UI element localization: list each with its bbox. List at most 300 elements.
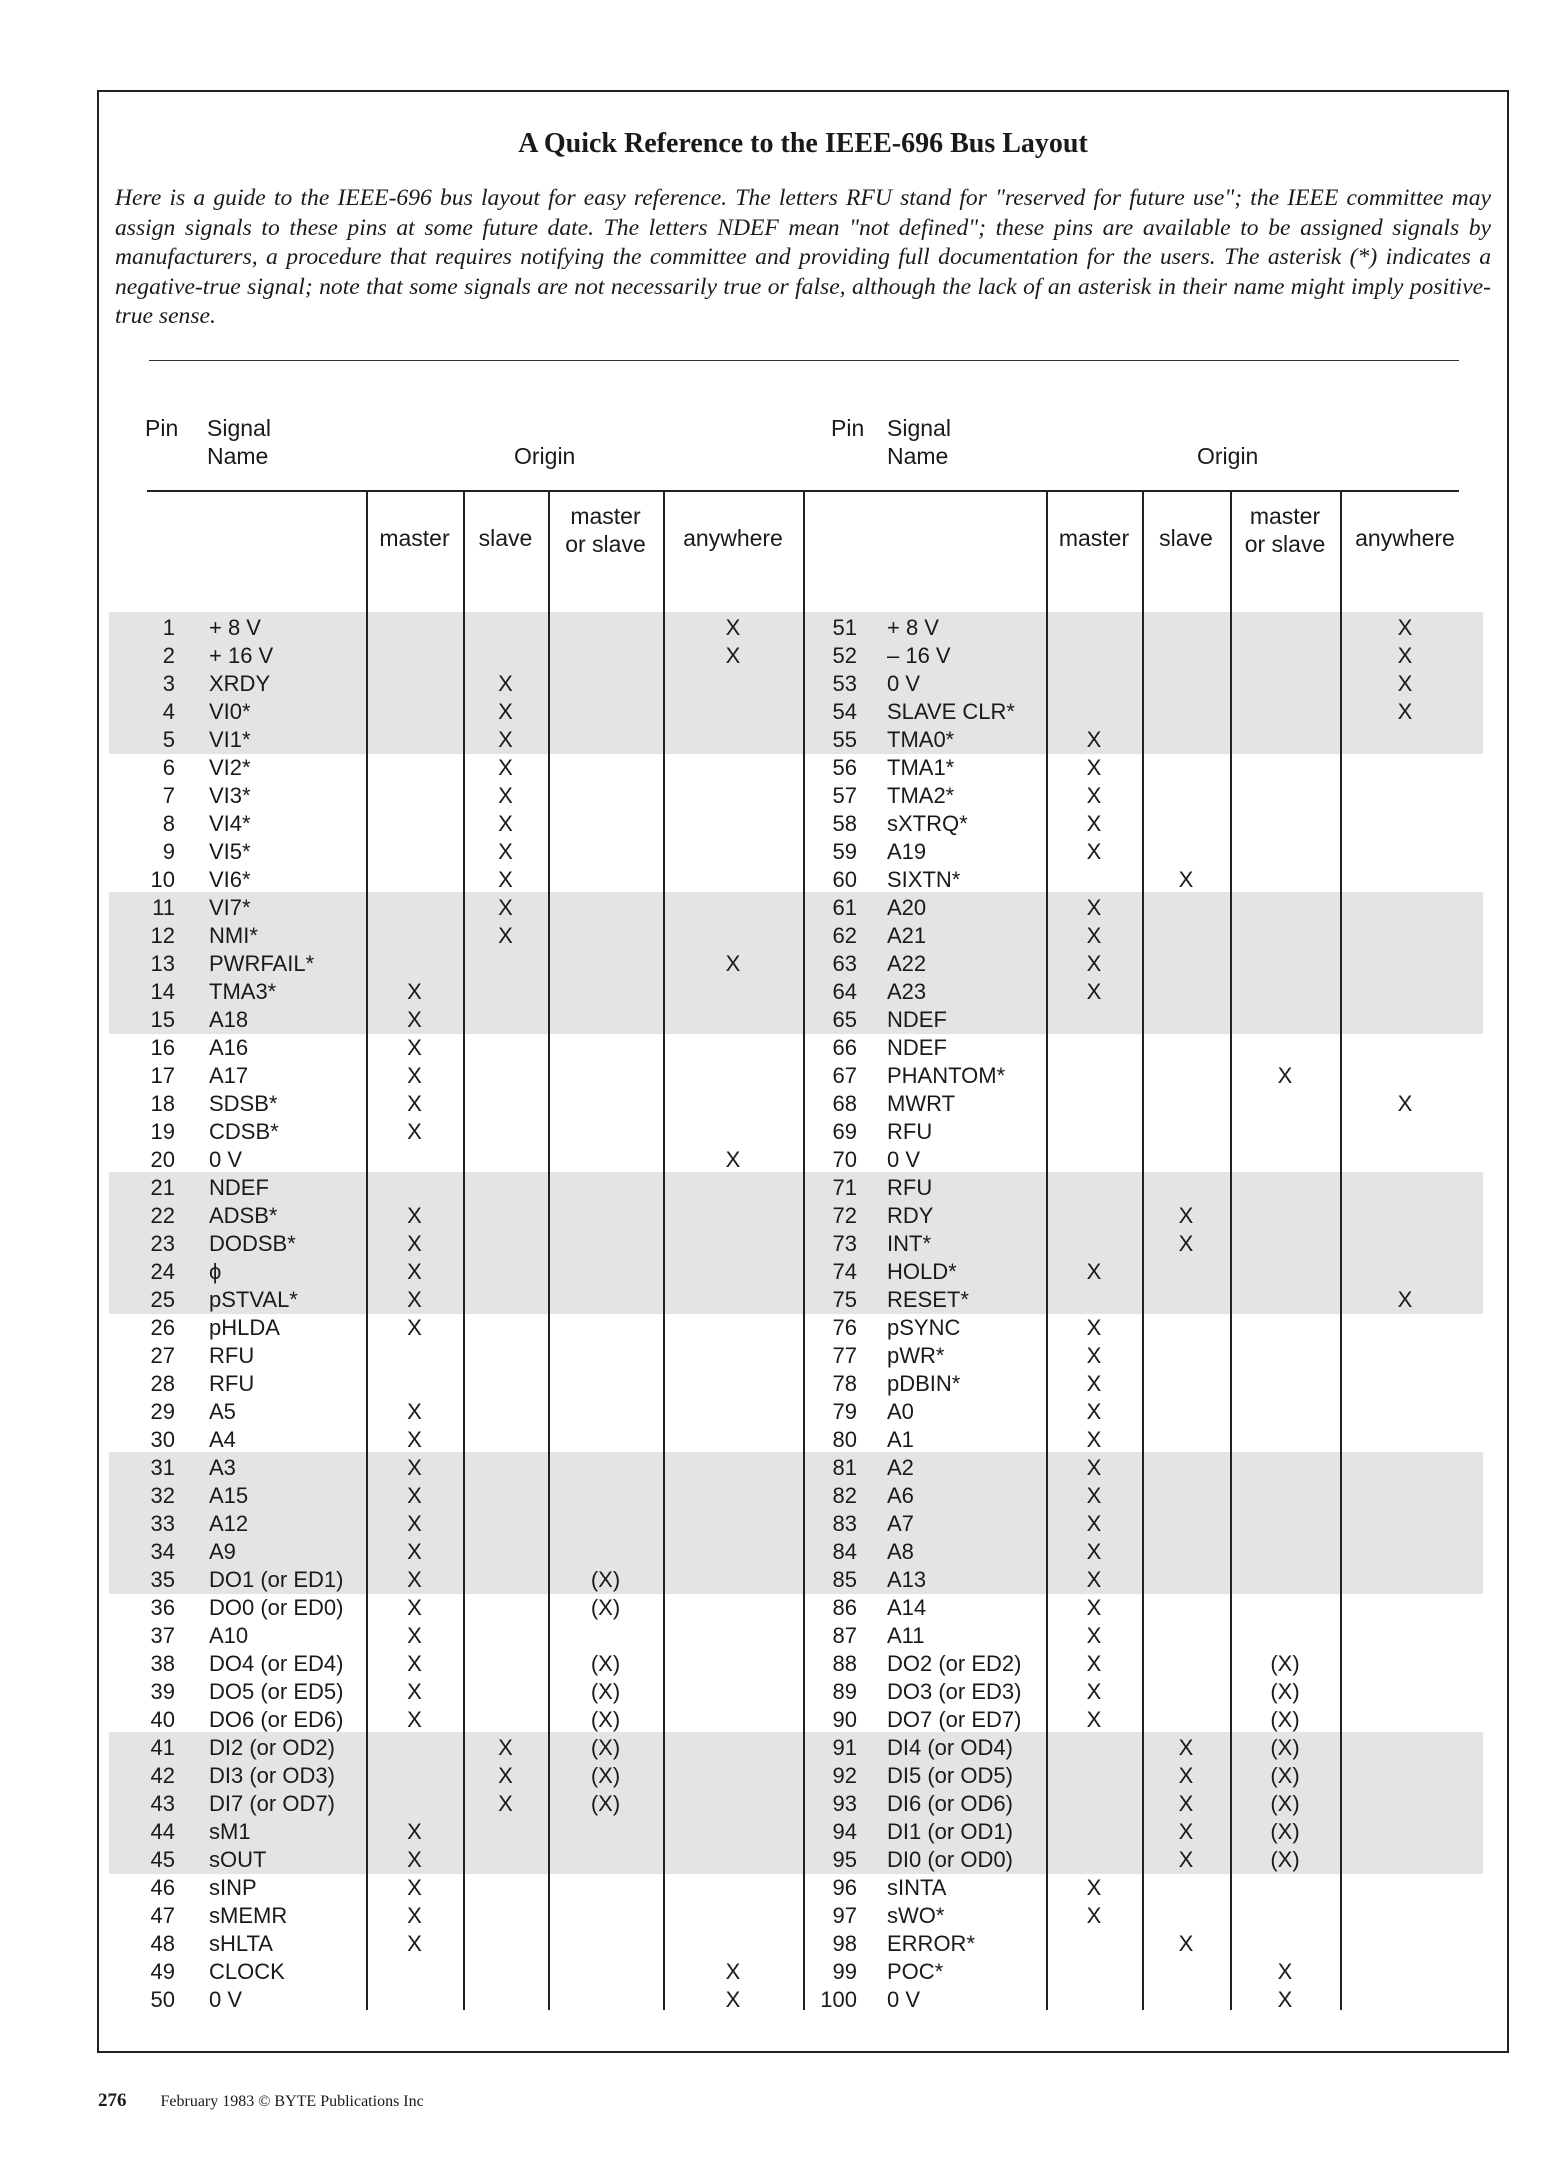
quick-reference-box <box>97 90 1509 2053</box>
pin-number: 16 <box>150 1035 175 1060</box>
origin-mark-slave: X <box>1178 1763 1194 1788</box>
pin-number: 3 <box>162 671 175 696</box>
origin-mark-master: X <box>1086 1651 1102 1676</box>
pin-number: 30 <box>150 1427 175 1452</box>
origin-mark-any: X <box>725 643 741 668</box>
signal-name: SIXTN* <box>887 867 961 892</box>
pin-number: 33 <box>150 1511 175 1536</box>
signal-name: A1 <box>887 1427 914 1452</box>
pin-number: 13 <box>150 951 175 976</box>
signal-name: RESET* <box>887 1287 969 1312</box>
pin-header-right: Pin <box>831 415 865 441</box>
origin-mark-ms: (X) <box>590 1651 621 1676</box>
origin-mark-slave: X <box>498 895 513 920</box>
origin-mark-master: X <box>1086 1399 1102 1424</box>
signal-name: + 8 V <box>209 615 261 640</box>
origin-mark-master: X <box>1086 1595 1102 1620</box>
pin-number: 62 <box>832 923 857 948</box>
signal-name: CDSB* <box>209 1119 279 1144</box>
signal-name: TMA3* <box>209 979 277 1004</box>
pin-number: 42 <box>150 1763 175 1788</box>
signal-name: – 16 V <box>887 643 951 668</box>
origin-mark-master: X <box>407 1119 422 1144</box>
origin-mark-ms: X <box>1277 1063 1293 1088</box>
signal-name: 0 V <box>887 671 921 696</box>
signal-name: NDEF <box>209 1175 269 1200</box>
header-rule-left <box>147 490 817 492</box>
origin-mark-master: X <box>407 1091 422 1116</box>
page-footer <box>98 2090 424 2112</box>
signal-name: PWRFAIL* <box>209 951 315 976</box>
pin-number: 66 <box>832 1035 857 1060</box>
pin-number: 95 <box>832 1847 857 1872</box>
pin-number: 68 <box>832 1091 857 1116</box>
signal-name: pWR* <box>887 1343 945 1368</box>
signal-name: 0 V <box>209 1147 243 1172</box>
pin-number: 1 <box>162 615 175 640</box>
signal-name: CLOCK <box>209 1959 285 1984</box>
origin-header-right: Origin <box>1197 443 1259 469</box>
pin-number: 31 <box>150 1455 175 1480</box>
signal-name: DI2 (or OD2) <box>209 1735 335 1760</box>
signal-name: sXTRQ* <box>887 811 968 836</box>
pin-number: 34 <box>150 1539 175 1564</box>
origin-mark-master: X <box>407 1539 422 1564</box>
signal-name: A22 <box>887 951 927 976</box>
signal-name: RDY <box>887 1203 934 1228</box>
pin-number: 58 <box>832 811 857 836</box>
origin-mark-master: X <box>1086 1455 1102 1480</box>
pin-number: 20 <box>150 1147 175 1172</box>
origin-mark-slave: X <box>498 727 513 752</box>
origin-mark-slave: X <box>1178 867 1194 892</box>
shaded-band <box>109 1172 1483 1314</box>
signal-name: A10 <box>209 1623 249 1648</box>
signal-name: RFU <box>209 1343 255 1368</box>
pin-number: 63 <box>832 951 857 976</box>
origin-mark-master: X <box>1086 895 1102 920</box>
signal-name: A9 <box>209 1539 236 1564</box>
signal-name: DO1 (or ED1) <box>209 1567 344 1592</box>
origin-mark-slave: X <box>1178 1791 1194 1816</box>
origin-mark-master: X <box>1086 811 1102 836</box>
signal-name: VI1* <box>209 727 251 752</box>
pin-number: 11 <box>152 895 175 920</box>
signal-name: XRDY <box>209 671 271 696</box>
signal-name: A13 <box>887 1567 927 1592</box>
origin-mark-ms: (X) <box>1270 1679 1300 1704</box>
pin-number: 92 <box>832 1763 857 1788</box>
signal-name: ADSB* <box>209 1203 278 1228</box>
origin-mark-slave: X <box>1178 1203 1194 1228</box>
origin-mark-master: X <box>1086 1875 1102 1900</box>
signal-name: sMEMR <box>209 1903 288 1928</box>
origin-mark-master: X <box>407 1455 422 1480</box>
signal-name: POC* <box>887 1959 944 1984</box>
signal-header-right: Signal Name <box>887 415 951 469</box>
signal-name: A23 <box>887 979 927 1004</box>
pin-number: 50 <box>150 1987 175 2012</box>
origin-mark-any: X <box>1397 1091 1413 1116</box>
origin-mark-master: X <box>407 1707 422 1732</box>
origin-mark-master: X <box>1086 951 1102 976</box>
origin-mark-master: X <box>1086 727 1102 752</box>
origin-mark-slave: X <box>498 923 513 948</box>
signal-name: SLAVE CLR* <box>887 699 1015 724</box>
origin-mark-master: X <box>1086 1259 1102 1284</box>
signal-name: VI7* <box>209 895 251 920</box>
signal-name: A6 <box>887 1483 914 1508</box>
pin-number: 47 <box>150 1903 175 1928</box>
origin-mark-slave: X <box>498 783 513 808</box>
signal-name: sWO* <box>887 1903 945 1928</box>
origin-mark-master: X <box>1086 1483 1102 1508</box>
anywhere-col-header-right: anywhere <box>1355 525 1455 551</box>
origin-mark-any: X <box>1397 643 1413 668</box>
signal-name: A3 <box>209 1455 236 1480</box>
origin-mark-slave: X <box>498 1735 513 1760</box>
origin-mark-master: X <box>1086 1343 1102 1368</box>
divider <box>149 360 1459 361</box>
origin-mark-slave: X <box>498 811 513 836</box>
pin-number: 15 <box>150 1007 175 1032</box>
origin-mark-any: X <box>725 615 741 640</box>
signal-name: VI2* <box>209 755 251 780</box>
origin-mark-slave: X <box>498 1763 513 1788</box>
pin-number: 35 <box>150 1567 175 1592</box>
signal-name: sM1 <box>209 1819 251 1844</box>
signal-name: DO3 (or ED3) <box>887 1679 1022 1704</box>
pin-number: 85 <box>832 1567 857 1592</box>
origin-mark-ms: (X) <box>590 1679 621 1704</box>
slave-col-header-left: slave <box>478 525 533 551</box>
pin-number: 6 <box>162 755 175 780</box>
signal-name: A4 <box>209 1427 236 1452</box>
origin-mark-master: X <box>407 1483 422 1508</box>
pin-number: 7 <box>162 783 175 808</box>
origin-mark-master: X <box>1086 1679 1102 1704</box>
pin-number: 93 <box>832 1791 857 1816</box>
signal-name: RFU <box>209 1371 255 1396</box>
signal-name: pHLDA <box>209 1315 280 1340</box>
signal-name: + 16 V <box>209 643 274 668</box>
signal-name: RFU <box>887 1175 933 1200</box>
origin-mark-ms: X <box>1277 1987 1293 2012</box>
signal-name: A14 <box>887 1595 927 1620</box>
pin-number: 54 <box>832 699 857 724</box>
signal-name: VI5* <box>209 839 251 864</box>
origin-mark-master: X <box>407 1595 422 1620</box>
pin-number: 78 <box>832 1371 857 1396</box>
signal-name: 0 V <box>887 1987 921 2012</box>
pin-number: 28 <box>150 1371 175 1396</box>
pin-number: 74 <box>832 1259 857 1284</box>
origin-mark-any: X <box>725 1987 741 2012</box>
origin-mark-slave: X <box>498 755 513 780</box>
pin-number: 57 <box>832 783 857 808</box>
origin-mark-master: X <box>407 1287 422 1312</box>
pin-number: 84 <box>832 1539 857 1564</box>
slave-col-header-right: slave <box>1159 525 1213 551</box>
origin-mark-master: X <box>407 1427 422 1452</box>
origin-mark-ms: (X) <box>1270 1819 1300 1844</box>
signal-name: + 8 V <box>887 615 939 640</box>
origin-mark-ms: (X) <box>590 1707 621 1732</box>
pin-number: 21 <box>150 1175 175 1200</box>
origin-mark-master: X <box>1086 1707 1102 1732</box>
pin-number: 87 <box>832 1623 857 1648</box>
intro-paragraph: Here is a guide to the IEEE-696 bus layout for easy reference. The letters RFU stand for "reserved for future use"; the IEEE committee may assign signals to these pins at some future date. The letters NDEF mean "not defined"; these pins are available to be assigned signals by manufacturers, a procedure that requires notifying the committee and providing full documentation for the users. The asterisk (*) indicates a negative-true signal; note that some signals are not necessarily true or false, although the lack of an asterisk in their name might imply positive-true sense. <box>115 185 1491 330</box>
origin-mark-ms: (X) <box>1270 1791 1300 1816</box>
signal-name: A15 <box>209 1483 249 1508</box>
pin-number: 99 <box>832 1959 857 1984</box>
pin-number: 8 <box>162 811 175 836</box>
header-rule-right <box>817 490 1459 492</box>
signal-name: A18 <box>209 1007 249 1032</box>
signal-name: TMA0* <box>887 727 955 752</box>
pin-number: 9 <box>162 839 175 864</box>
origin-mark-ms: (X) <box>1270 1763 1300 1788</box>
pin-number: 89 <box>832 1679 857 1704</box>
page-number: 276 <box>98 2090 127 2111</box>
pin-number: 45 <box>150 1847 175 1872</box>
signal-name: pDBIN* <box>887 1371 961 1396</box>
signal-name: ϕ <box>209 1259 222 1284</box>
pin-number: 10 <box>150 867 175 892</box>
signal-name: A17 <box>209 1063 249 1088</box>
pin-number: 32 <box>150 1483 175 1508</box>
column-divider <box>663 490 665 2010</box>
origin-mark-ms: (X) <box>590 1735 621 1760</box>
signal-name: TMA2* <box>887 783 955 808</box>
pin-number: 91 <box>832 1735 857 1760</box>
origin-mark-ms: X <box>1277 1959 1293 1984</box>
master-col-header-right: master <box>1058 525 1130 551</box>
signal-name: HOLD* <box>887 1259 957 1284</box>
master-or-slave-col-header-right: master or slave <box>1244 503 1326 557</box>
origin-mark-master: X <box>1086 979 1102 1004</box>
pin-number: 51 <box>832 615 857 640</box>
origin-mark-master: X <box>1086 1427 1102 1452</box>
signal-name: TMA1* <box>887 755 955 780</box>
pin-number: 12 <box>150 923 175 948</box>
origin-mark-master: X <box>407 1007 422 1032</box>
pin-number: 96 <box>832 1875 857 1900</box>
pin-header-left: Pin <box>145 415 179 441</box>
origin-mark-master: X <box>1086 923 1102 948</box>
origin-mark-slave: X <box>498 839 513 864</box>
origin-mark-ms: (X) <box>590 1791 621 1816</box>
signal-name: DI6 (or OD6) <box>887 1791 1013 1816</box>
signal-name: DI5 (or OD5) <box>887 1763 1013 1788</box>
signal-name: INT* <box>887 1231 931 1256</box>
origin-mark-slave: X <box>1178 1931 1194 1956</box>
pin-number: 61 <box>832 895 857 920</box>
signal-name: A12 <box>209 1511 249 1536</box>
signal-name: sINP <box>209 1875 257 1900</box>
pin-number: 4 <box>162 699 175 724</box>
pin-number: 94 <box>832 1819 857 1844</box>
signal-name: VI6* <box>209 867 251 892</box>
signal-name: DODSB* <box>209 1231 296 1256</box>
master-or-slave-col-header-left: master or slave <box>565 503 646 557</box>
signal-name: sINTA <box>887 1875 947 1900</box>
page-title: A Quick Reference to the IEEE-696 Bus Layout <box>518 128 1088 159</box>
pin-number: 36 <box>150 1595 175 1620</box>
pin-number: 38 <box>150 1651 175 1676</box>
origin-mark-master: X <box>407 1035 422 1060</box>
pin-number: 41 <box>150 1735 175 1760</box>
signal-name: DO6 (or ED6) <box>209 1707 344 1732</box>
origin-mark-master: X <box>407 1847 422 1872</box>
pin-number: 37 <box>150 1623 175 1648</box>
origin-mark-ms: (X) <box>590 1595 621 1620</box>
pin-number: 80 <box>832 1427 857 1452</box>
origin-mark-master: X <box>407 1679 422 1704</box>
origin-mark-master: X <box>1086 1315 1102 1340</box>
signal-name: 0 V <box>209 1987 243 2012</box>
signal-name: A20 <box>887 895 927 920</box>
signal-header-left: Signal Name <box>207 415 271 469</box>
origin-mark-any: X <box>725 951 741 976</box>
pin-number: 40 <box>150 1707 175 1732</box>
origin-mark-master: X <box>1086 1567 1102 1592</box>
pin-number: 98 <box>832 1931 857 1956</box>
origin-mark-master: X <box>1086 839 1102 864</box>
pin-number: 70 <box>832 1147 857 1172</box>
origin-mark-slave: X <box>498 1791 513 1816</box>
pin-number: 26 <box>150 1315 175 1340</box>
pin-number: 60 <box>832 867 857 892</box>
pin-number: 49 <box>150 1959 175 1984</box>
origin-mark-master: X <box>1086 1903 1102 1928</box>
signal-name: NMI* <box>209 923 258 948</box>
origin-mark-master: X <box>407 1875 422 1900</box>
signal-name: NDEF <box>887 1007 947 1032</box>
origin-mark-master: X <box>407 1651 422 1676</box>
signal-name: A7 <box>887 1511 914 1536</box>
signal-name: DO0 (or ED0) <box>209 1595 344 1620</box>
pin-number: 82 <box>832 1483 857 1508</box>
origin-mark-master: X <box>1086 755 1102 780</box>
pin-number: 56 <box>832 755 857 780</box>
signal-name: A2 <box>887 1455 914 1480</box>
pin-number: 97 <box>832 1903 857 1928</box>
pin-number: 59 <box>832 839 857 864</box>
pin-number: 2 <box>162 643 175 668</box>
signal-name: sOUT <box>209 1847 267 1872</box>
pin-number: 64 <box>832 979 857 1004</box>
pin-number: 72 <box>832 1203 857 1228</box>
pin-number: 75 <box>832 1287 857 1312</box>
origin-mark-slave: X <box>498 867 513 892</box>
origin-mark-master: X <box>407 1231 422 1256</box>
origin-mark-master: X <box>407 1315 422 1340</box>
pin-number: 22 <box>150 1203 175 1228</box>
pin-number: 55 <box>832 727 857 752</box>
origin-mark-slave: X <box>498 699 513 724</box>
origin-mark-any: X <box>1397 1287 1413 1312</box>
signal-name: A11 <box>887 1623 925 1648</box>
signal-name: pSTVAL* <box>209 1287 298 1312</box>
origin-header-left: Origin <box>514 443 576 469</box>
signal-name: VI3* <box>209 783 251 808</box>
pin-number: 19 <box>150 1119 175 1144</box>
signal-name: RFU <box>887 1119 933 1144</box>
origin-mark-any: X <box>725 1959 741 1984</box>
signal-name: A19 <box>887 839 927 864</box>
column-divider <box>1046 490 1048 2010</box>
origin-mark-master: X <box>407 1623 422 1648</box>
pin-number: 24 <box>150 1259 175 1284</box>
origin-mark-ms: (X) <box>1270 1735 1300 1760</box>
origin-mark-master: X <box>1086 1623 1102 1648</box>
origin-mark-master: X <box>407 979 422 1004</box>
anywhere-col-header-left: anywhere <box>683 525 783 551</box>
signal-name: PHANTOM* <box>887 1063 1006 1088</box>
origin-mark-master: X <box>407 1063 422 1088</box>
signal-name: ERROR* <box>887 1931 976 1956</box>
pin-number: 53 <box>832 671 857 696</box>
signal-name: SDSB* <box>209 1091 278 1116</box>
origin-mark-master: X <box>1086 1371 1102 1396</box>
signal-name: A16 <box>209 1035 249 1060</box>
signal-name: A5 <box>209 1399 236 1424</box>
origin-mark-slave: X <box>1178 1231 1194 1256</box>
pin-number: 73 <box>832 1231 857 1256</box>
origin-mark-master: X <box>1086 783 1102 808</box>
pin-number: 29 <box>150 1399 175 1424</box>
pin-number: 86 <box>832 1595 857 1620</box>
pin-number: 23 <box>150 1231 175 1256</box>
origin-mark-ms: (X) <box>1270 1847 1300 1872</box>
signal-name: MWRT <box>887 1091 956 1116</box>
pin-number: 25 <box>150 1287 175 1312</box>
signal-name: DI0 (or OD0) <box>887 1847 1013 1872</box>
origin-mark-master: X <box>407 1259 422 1284</box>
origin-mark-any: X <box>1397 671 1413 696</box>
pin-number: 69 <box>832 1119 857 1144</box>
signal-name: DO7 (or ED7) <box>887 1707 1022 1732</box>
pin-number: 77 <box>832 1343 857 1368</box>
signal-name: 0 V <box>887 1147 921 1172</box>
origin-mark-slave: X <box>498 671 513 696</box>
origin-mark-any: X <box>725 1147 741 1172</box>
signal-name: DI4 (or OD4) <box>887 1735 1013 1760</box>
master-col-header-left: master <box>379 525 450 551</box>
footer-credit: February 1983 © BYTE Publications Inc <box>160 2093 424 2110</box>
signal-name: DO5 (or ED5) <box>209 1679 344 1704</box>
pin-number: 18 <box>150 1091 175 1116</box>
signal-name: DO2 (or ED2) <box>887 1651 1022 1676</box>
pin-number: 5 <box>162 727 175 752</box>
pin-number: 14 <box>150 979 175 1004</box>
origin-mark-master: X <box>407 1819 422 1844</box>
origin-mark-slave: X <box>1178 1847 1194 1872</box>
pin-number: 39 <box>150 1679 175 1704</box>
pin-number: 100 <box>820 1987 857 2012</box>
origin-mark-master: X <box>1086 1539 1102 1564</box>
pin-number: 46 <box>150 1875 175 1900</box>
signal-name: pSYNC <box>887 1315 961 1340</box>
signal-name: A0 <box>887 1399 914 1424</box>
pin-number: 65 <box>832 1007 857 1032</box>
origin-mark-any: X <box>1397 615 1413 640</box>
pin-number: 90 <box>832 1707 857 1732</box>
pin-number: 76 <box>832 1315 857 1340</box>
origin-mark-ms: (X) <box>590 1567 621 1592</box>
origin-mark-slave: X <box>1178 1819 1194 1844</box>
